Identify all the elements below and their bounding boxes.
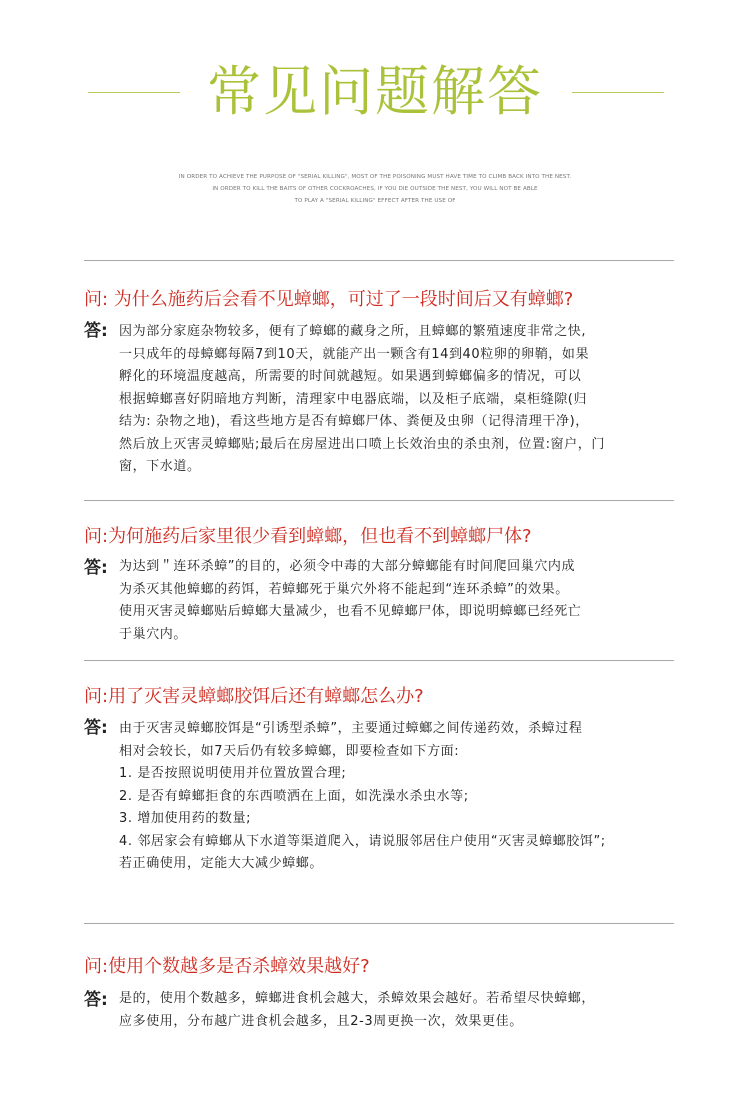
answer-line: 由于灭害灵蟑螂胶饵是“引诱型杀蟑”，主要通过蟑螂之间传递药效，杀蟑过程 [119,721,583,736]
faq-answer-label-3: 答: [84,718,108,738]
answer-line: 结为: 杂物之地)，看这些地方是否有蟑螂尸体、粪便及虫卵（记得清理干净)， [119,414,589,429]
answer-line: 为杀灭其他蟑螂的药饵，若蟑螂死于巢穴外将不能起到“连环杀蟑”的效果。 [119,581,569,597]
answer-line: 使用灭害灵蟑螂贴后蟑螂大量减少，也看不见蟑螂尸体，即说明蟑螂已经死亡 [119,604,582,619]
answer-line: 3. 增加使用药的数量; [119,811,252,826]
answer-line: 相对会较长，如7天后仍有较多蟑螂，即要检查如下方面: [119,743,460,759]
faq-question-4: 问:使用个数越多是否杀蟑效果越好? [84,956,370,977]
header [0,52,750,132]
answer-line: 为达到＂连环杀蟑”的目的，必须令中毒的大部分蟑螂能有时间爬回巢穴内成 [119,559,576,574]
answer-line: 根据蟑螂喜好阴暗地方判断，清理家中电器底端，以及柜子底端，桌柜缝隙(归 [119,391,588,407]
faq-question-3: 问:用了灭害灵蟑螂胶饵后还有蟑螂怎么办? [84,686,424,707]
faq-answer-2 [119,556,679,646]
answer-line: 若正确使用，定能大大减少蟑螂。 [119,856,324,871]
faq-answer-1 [119,321,679,479]
faq-answer-4 [119,988,679,1033]
answer-line: 于巢穴内。 [119,626,188,642]
answer-line: 2. 是否有蟑螂拒食的东西喷洒在上面，如洗澡水杀虫水等; [119,788,469,804]
answer-line: 应多使用，分布越广进食机会越多，且2-3周更换一次，效果更佳。 [119,1013,523,1029]
subtitle-line: IN ORDER TO KILL THE BAITS OF OTHER COCKROACHES, IF YOU DIE OUTSIDE THE NEST, YOU WILL NOT BE ABLE [212,186,538,192]
answer-line: 窗，下水道。 [119,459,201,474]
answer-line: 4. 邻居家会有蟑螂从下水道等渠道爬入，请说服邻居住户使用“灭害灵蟑螂胶饵”; [119,833,606,849]
answer-line: 1. 是否按照说明使用并位置放置合理; [119,766,347,781]
faq-answer-3 [119,718,679,876]
faq-answer-label-2: 答: [84,558,108,578]
page-title: 常见问题解答 [207,60,543,123]
answer-line: 一只成年的母蟑螂每隔7到10天，就能产出一颗含有14到40粒卵的卵鞘，如果 [119,346,590,362]
section-divider [84,260,674,261]
faq-answer-label-4: 答: [84,990,108,1010]
faq-question-1: 问: 为什么施药后会看不见蟑螂，可过了一段时间后又有蟑螂? [84,289,574,310]
answer-line: 然后放上灭害灵蟑螂贴;最后在房屋进出口喷上长效治虫的杀虫剂，位置:窗户，门 [119,436,605,452]
section-divider [84,660,674,661]
subtitle-line: TO PLAY A "SERIAL KILLING" EFFECT AFTER THE USE OF [294,198,456,204]
answer-line: 因为部分家庭杂物较多，便有了蟑螂的藏身之所，且蟑螂的繁殖速度非常之快, [119,324,587,339]
english-subtitle [0,171,750,207]
subtitle-line: IN ORDER TO ACHIEVE THE PURPOSE OF "SERIAL KILLING", MOST OF THE POISONING MUST HAVE TIME TO CLIMB BACK INTO THE NEST. [178,174,572,180]
section-divider [84,500,674,501]
section-divider [84,923,674,924]
faq-question-2: 问:为何施药后家里很少看到蟑螂，但也看不到蟑螂尸体? [84,526,532,547]
faq-answer-label-1: 答: [84,321,108,341]
answer-line: 是的，使用个数越多，蟑螂进食机会越大，杀蟑效果会越好。若希望尽快蟑螂， [119,991,596,1006]
title-divider-right [572,92,664,93]
answer-line: 孵化的环境温度越高，所需要的时间就越短。如果遇到蟑螂偏多的情况，可以 [119,369,582,384]
